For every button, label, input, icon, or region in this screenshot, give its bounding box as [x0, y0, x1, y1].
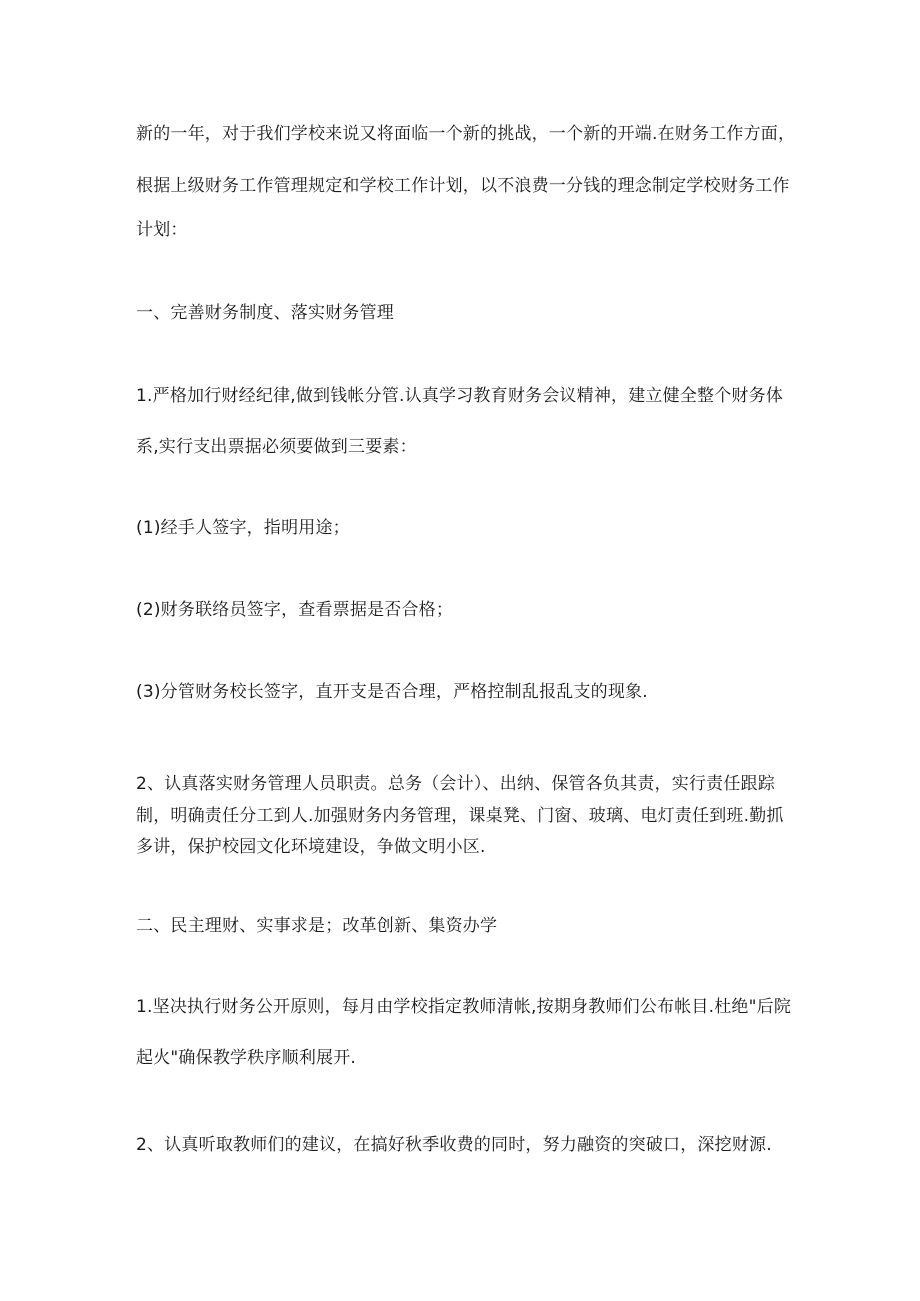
section-2-heading: 二、民主理财、实事求是；改革创新、集资办学: [136, 916, 498, 936]
section-1-item-2-line-2: 制，明确责任分工到人.加强财务内务管理，课桌凳、门窗、玻璃、电灯责任到班.勤抓: [136, 806, 784, 826]
section-1-item-1-line-2: 系,实行支出票据必须要做到三要素：: [136, 437, 417, 457]
section-2-item-1-line-2: 起火"确保教学秩序顺利展开.: [136, 1048, 357, 1068]
section-1-item-2-line-3: 多讲，保护校园文化环境建设，争做文明小区.: [136, 837, 486, 857]
section-1-sub-item-3: (3)分管财务校长签字，直开支是否合理，严格控制乱报乱支的现象.: [136, 682, 648, 702]
intro-line-2: 根据上级财务工作管理规定和学校工作计划，以不浪费一分钱的理念制定学校财务工作: [136, 176, 790, 196]
section-2-item-1-line-1: 1.坚决执行财务公开原则，每月由学校指定教师清帐,按期身教师们公布帐目.杜绝"后院: [136, 997, 792, 1017]
section-1-sub-item-2: (2)财务联络员签字，查看票据是否合格；: [136, 600, 454, 620]
intro-line-3: 计划：: [136, 220, 188, 240]
section-1-item-1-line-1: 1.严格加行财经纪律,做到钱帐分管.认真学习教育财务会议精神，建立健全整个财务体: [136, 386, 784, 406]
section-2-item-2: 2、认真听取教师们的建议，在搞好秋季收费的同时，努力融资的突破口，深挖财源.: [136, 1135, 772, 1155]
section-1-heading: 一、完善财务制度、落实财务管理: [136, 303, 394, 323]
section-1-sub-item-1: (1)经手人签字，指明用途；: [136, 518, 350, 538]
intro-line-1: 新的一年，对于我们学校来说又将面临一个新的挑战，一个新的开端.在财务工作方面，: [136, 124, 796, 144]
section-1-item-2-line-1: 2、认真落实财务管理人员职责。总务（会计）、出纳、保管各负其责，实行责任跟踪: [136, 774, 775, 794]
